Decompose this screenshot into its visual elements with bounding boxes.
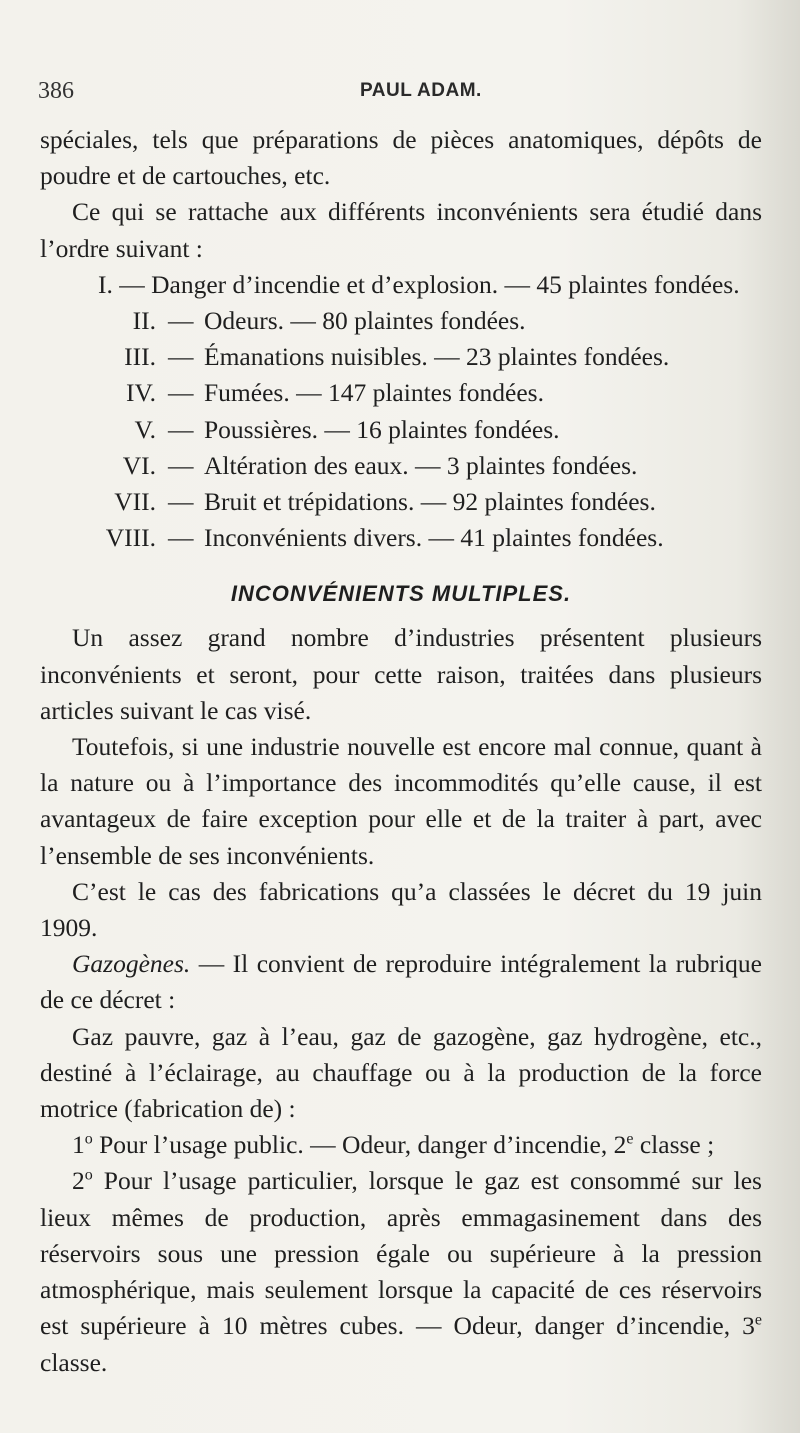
list-item-1: I. — Danger d’incendie et d’explosion. — 45 plaintes fondées. [98,269,740,299]
inconvenients-list [40,267,762,557]
paragraph-toutefois: Toutefois, si une industrie nouvelle est encore mal connue, quant à la nature ou à l’importance des incommodités qu’elle cause, il est avantageux de faire exception pour elle et de la traiter à part, avec l’ensemble de ses inconvénients. [40,732,762,870]
paragraph-intro: Ce qui se rattache aux différents inconvénients sera étudié dans l’ordre suivant : [40,197,762,263]
running-head: PAUL ADAM. [360,80,482,101]
list-item-6: VI. — Altération des eaux. — 3 plaintes fondées. [122,450,638,480]
paragraph-usage-particulier: 2$^o$ Pour l’usage particulier, lorsque le gaz est consommé sur les lieux mêmes de production, après emmagasinement dans des réservoirs sous une pression égale ou supérieure à la pression atmosphérique, mais seulement lorsque la capacité de ces réservoirs est supérieure à 10 mètres cubes. — Odeur, danger d’incendie, 3e classe. [40,1166,762,1377]
list-item-5: V. — Poussières. — 16 plaintes fondées. [134,414,560,444]
paragraph-usage-public: 1$^o$ Pour l’usage public. — Odeur, danger d’incendie, 2e classe ; [72,1130,715,1160]
list-item-3: III. — Émanations nuisibles. — 23 plaintes fondées. [124,342,670,372]
list-item-4: IV. — Fumées. — 147 plaintes fondées. [126,378,544,408]
paragraph-gaz-pauvre: Gaz pauvre, gaz à l’eau, gaz de gazogène, gaz hydrogène, etc., destiné à l’éclairage, au chauffage ou à la production de la force motrice (fabrication de) : [40,1021,762,1124]
list-item-2: II. — Odeurs. — 80 plaintes fondées. [132,306,526,336]
paragraph-decret: C’est le cas des fabrications qu’a classées le décret du 19 juin 1909. [40,876,762,943]
term-gazogenes: Gazogènes. [72,949,191,979]
paragraph-multiple: Un assez grand nombre d’industries présentent plusieurs inconvénients et seront, pour cette raison, traitées dans plusieurs articles suivant le cas visé. [40,623,762,725]
page-header [38,78,770,112]
list-item-7: VII. — Bruit et trépidations. — 92 plaintes fondées. [114,487,656,517]
list-item-8: VIII. — Inconvénients divers. — 41 plaintes fondées. [105,523,664,553]
section-title: INCONVÉNIENTS MULTIPLES. [230,581,572,607]
paragraph-continuation: spéciales, tels que préparations de pièces anatomiques, dépôts de poudre et de cartouches, etc. [40,125,762,191]
page-body [40,122,762,1381]
page-number: 386 [38,78,74,104]
paragraph-gazogenes: Gazogènes. — Il convient de reproduire intégralement la rubrique de ce décret : [40,949,762,1015]
